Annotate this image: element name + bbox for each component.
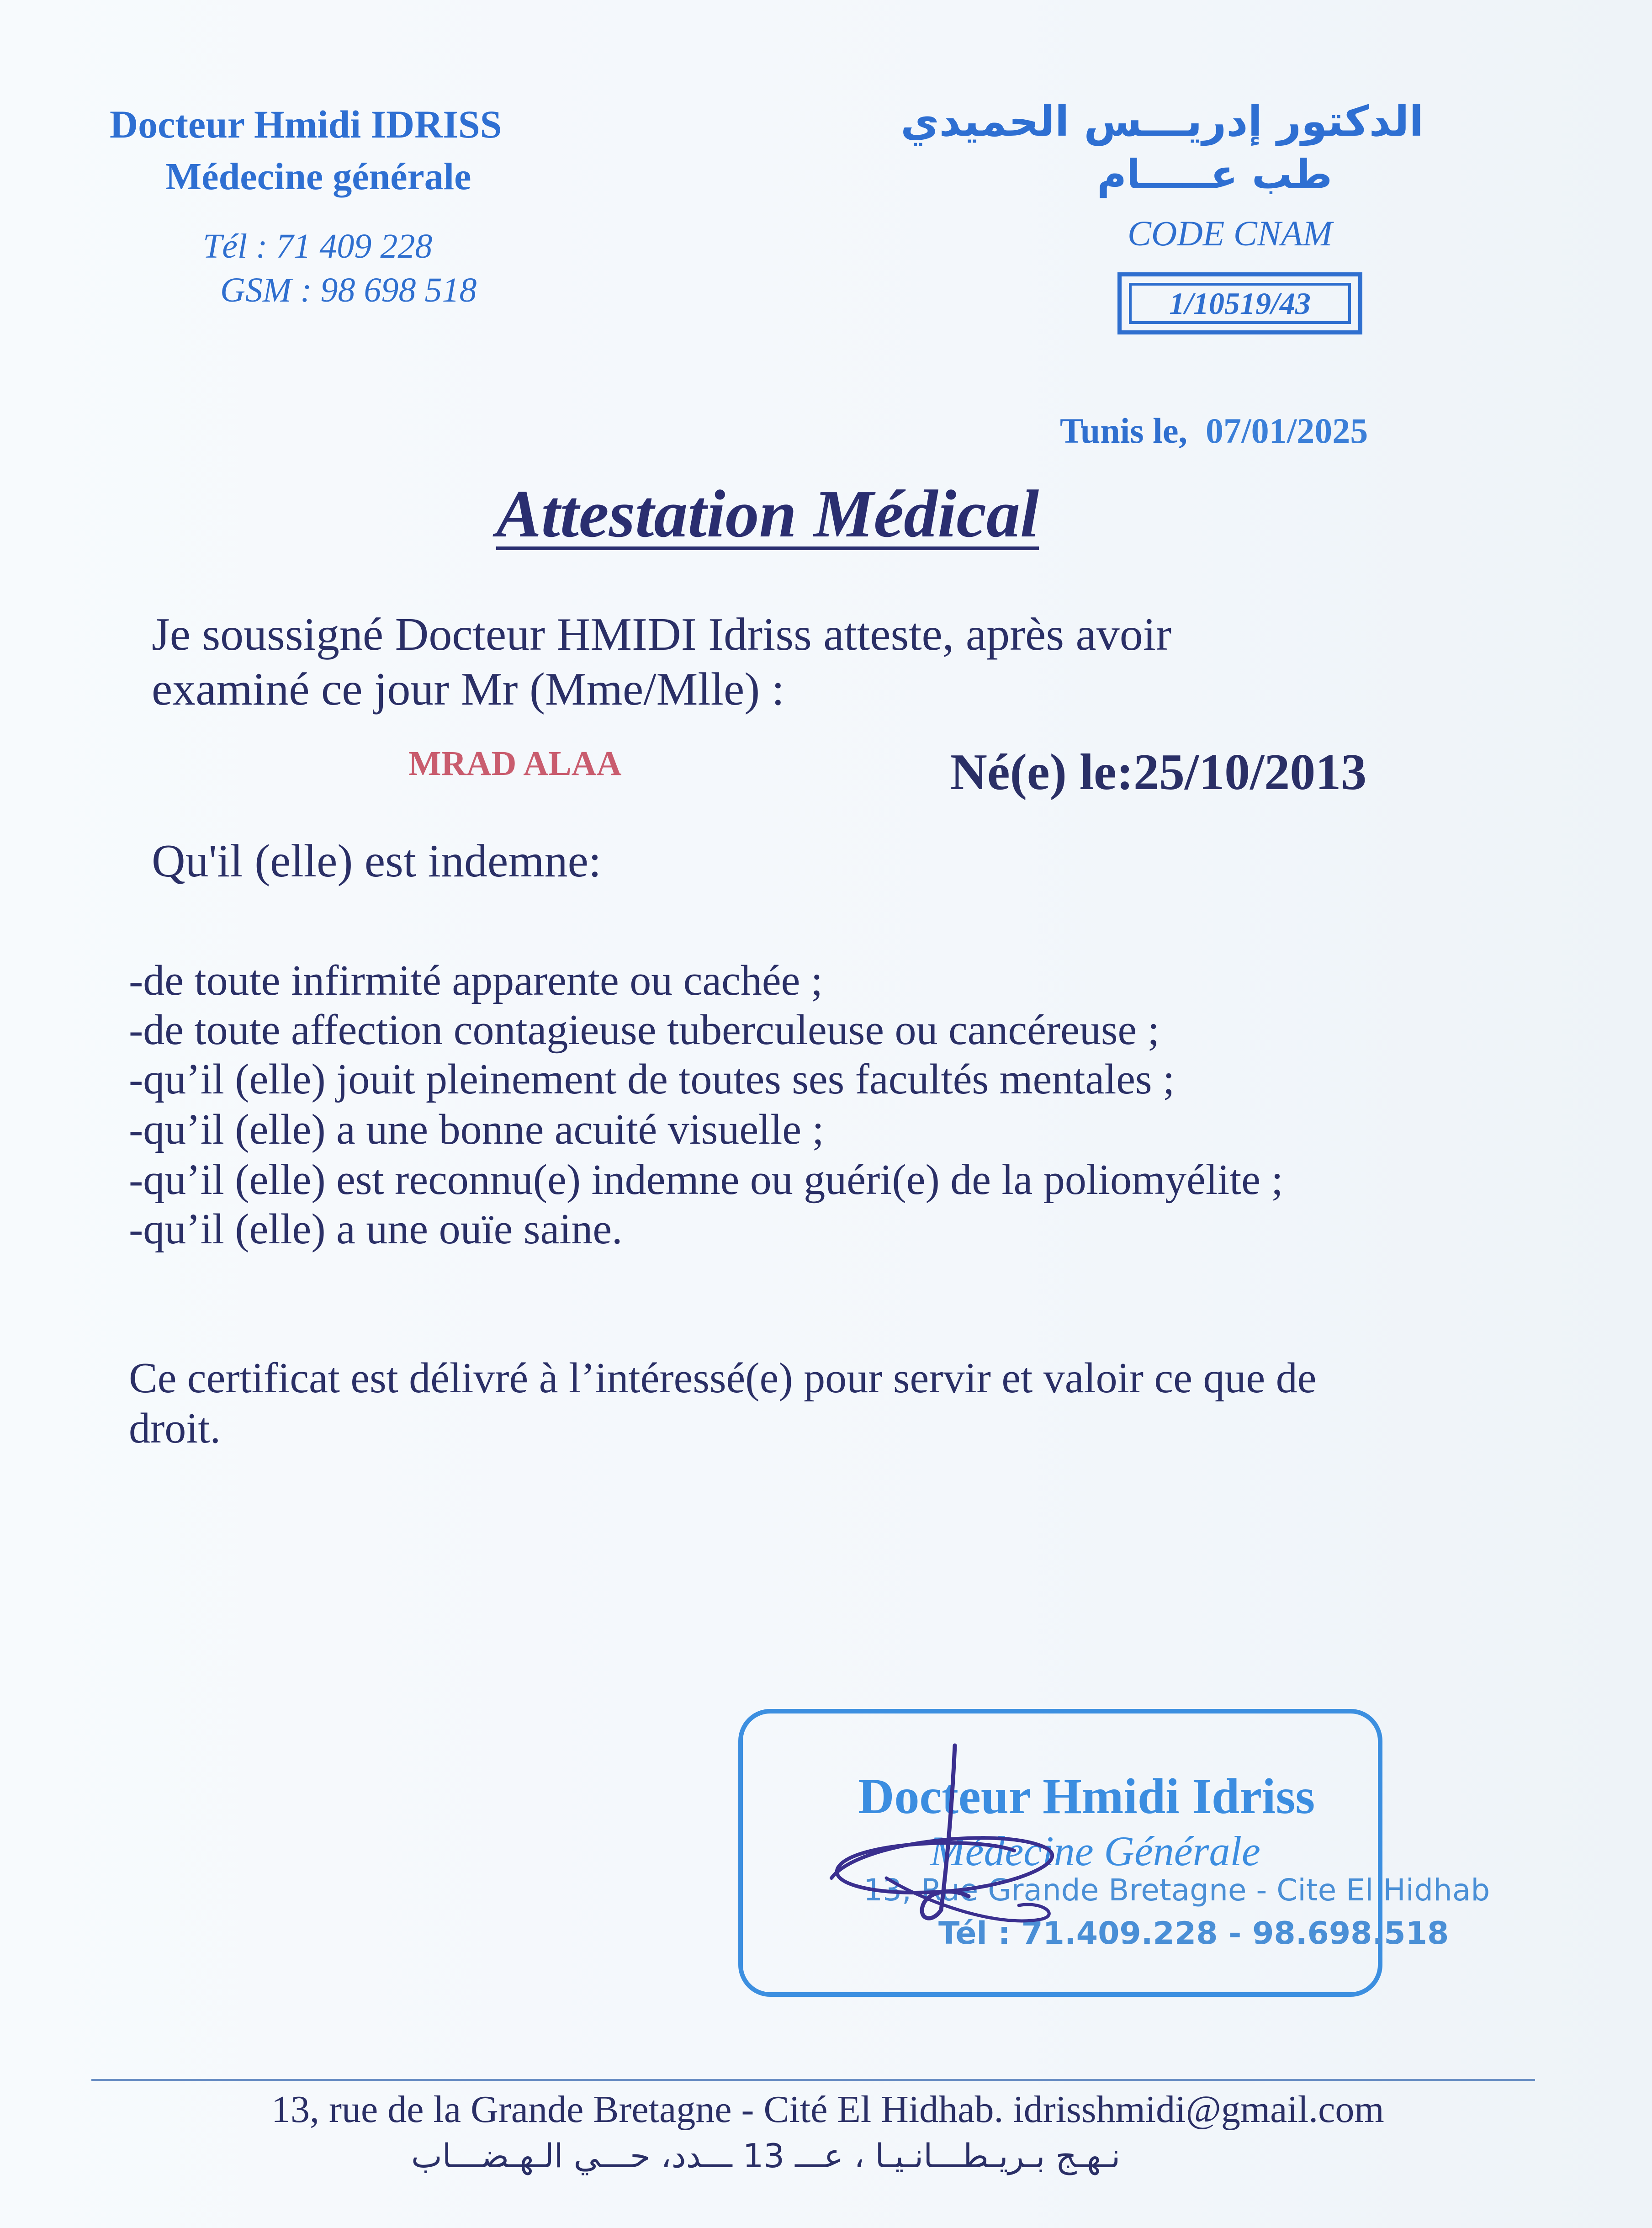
- doctor-specialty: Médecine générale: [165, 155, 471, 198]
- date-value: 07/01/2025: [1205, 411, 1368, 451]
- condition-item: -de toute affection contagieuse tuberculeuse ou cancéreuse ;: [129, 1006, 1160, 1054]
- doctor-specialty-arabic: طب عـــــام: [1097, 151, 1332, 198]
- body-line-2: examiné ce jour Mr (Mme/Mlle) :: [152, 663, 785, 715]
- cnam-code: 1/10519/43: [1129, 283, 1351, 324]
- document-title: Attestation Médical: [496, 477, 1039, 552]
- birth-date-value: 25/10/2013: [1133, 744, 1367, 801]
- stamp-doctor-name: Docteur Hmidi Idriss: [858, 1768, 1315, 1824]
- doctor-name: Docteur Hmidi IDRISS: [110, 102, 502, 146]
- body-line-1: Je soussigné Docteur HMIDI Idriss atteste, après avoir: [152, 609, 1172, 660]
- stamp-tel: Tél : 71.409.228 - 98.698.518: [938, 1915, 1449, 1952]
- stamp-address: 13, Rue Grande Bretagne - Cite El Hidhab: [863, 1873, 1490, 1908]
- patient-name: MRAD ALAA: [408, 744, 622, 783]
- footer-address: 13, rue de la Grande Bretagne - Cité El Hidhab. idrisshmidi@gmail.com: [271, 2088, 1384, 2131]
- handwritten-signature: [804, 1727, 1206, 1965]
- date-label: Tunis le,: [1060, 411, 1187, 451]
- birth-date-label: Né(e) le:: [950, 744, 1134, 801]
- closing-line-1: Ce certificat est délivré à l’intéressé(e) pour servir et valoir ce que de: [129, 1354, 1317, 1402]
- doctor-name-arabic: الدكتور إدريـــس الحميدي: [900, 97, 1424, 146]
- condition-item: -qu’il (elle) a une ouïe saine.: [129, 1205, 623, 1253]
- doctor-tel: Tél : 71 409 228: [203, 227, 433, 265]
- doctor-gsm: GSM : 98 698 518: [220, 271, 477, 309]
- stamp-specialty: Médecine Générale: [930, 1828, 1260, 1874]
- body-intro: Qu'il (elle) est indemne:: [152, 835, 602, 887]
- condition-item: -qu’il (elle) a une bonne acuité visuelle ;: [129, 1106, 824, 1153]
- condition-item: -de toute infirmité apparente ou cachée ;: [129, 957, 823, 1004]
- closing-line-2: droit.: [129, 1405, 221, 1452]
- footer-divider: [91, 2079, 1535, 2081]
- birth-date-line: [950, 743, 1366, 802]
- condition-item: -qu’il (elle) est reconnu(e) indemne ou guéri(e) de la poliomyélite ;: [129, 1156, 1283, 1204]
- condition-item: -qu’il (elle) jouit pleinement de toutes ses facultés mentales ;: [129, 1056, 1175, 1103]
- cnam-code-box: [1117, 272, 1362, 334]
- date-line: [1060, 410, 1368, 451]
- cnam-label: CODE CNAM: [1128, 213, 1333, 253]
- footer-address-arabic: نـهـج بـريـطـــانـيـا ، عـــ 13 ـــدد، حـــي الـهـضـــاب: [411, 2137, 1121, 2175]
